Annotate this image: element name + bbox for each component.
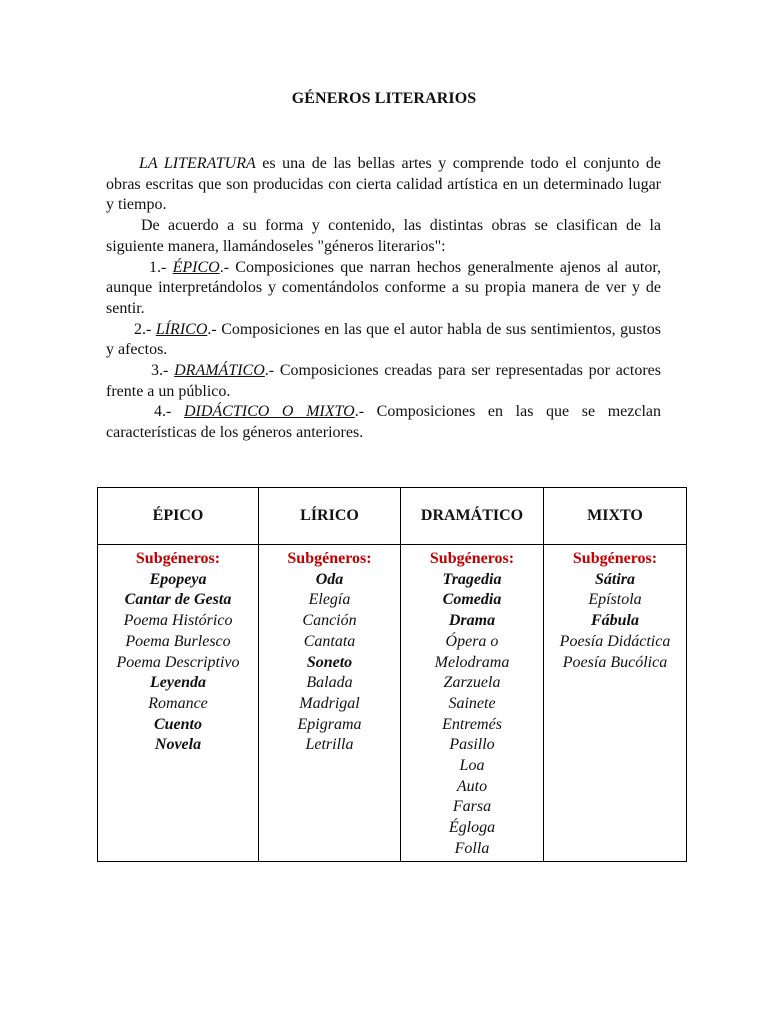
- subgenres-cell-dramatico: [401, 545, 544, 862]
- column-header-lirico: LÍRICO: [259, 488, 401, 545]
- subgenre-item: Fábula: [590, 612, 639, 630]
- page-title: GÉNEROS LITERARIOS: [291, 90, 477, 107]
- subgenre-item: Farsa: [452, 798, 492, 816]
- subgenre-item: Cantata: [303, 632, 356, 650]
- subgenre-item: Leyenda: [150, 674, 206, 692]
- subgenre-item: Zarzuela: [443, 674, 501, 692]
- subgenre-item: Pasillo: [449, 736, 495, 754]
- subgenre-item: Poema Burlesco: [125, 632, 231, 650]
- term-epico: ÉPICO: [172, 258, 220, 276]
- intro-text: [106, 154, 661, 444]
- paragraph-clasificacion-text: De acuerdo a su forma y contenido, las distintas obras se clasifican de la siguiente manera, llamándoseles "géneros literarios":: [106, 217, 661, 255]
- genres-table: [97, 487, 687, 862]
- subgenre-item: Soneto: [306, 653, 353, 671]
- item-number: 4.-: [154, 403, 184, 421]
- subgenre-item: Elegía: [308, 591, 351, 609]
- subgenre-item: Oda: [315, 570, 344, 588]
- column-header-epico: ÉPICO: [98, 488, 259, 545]
- subgenre-item: Melodrama: [434, 653, 510, 671]
- column-header-dramatico: DRAMÁTICO: [401, 488, 544, 545]
- paragraph-lirico: [106, 320, 661, 361]
- paragraph-lirico-text: Composiciones en las que el autor habla de sus sentimientos, gustos y afectos.: [106, 320, 662, 359]
- paragraph-mixto-text: Composiciones en las que se mezclan características de los géneros anteriores.: [106, 403, 662, 442]
- subgenre-item: Auto: [456, 777, 488, 795]
- paragraph-dramatico: [106, 361, 661, 402]
- subgenres-cell-lirico: [259, 545, 401, 862]
- term-literatura: LA LITERATURA: [139, 155, 256, 172]
- subgenre-item: Drama: [448, 612, 496, 630]
- term-dramatico: DRAMÁTICO: [174, 362, 265, 380]
- subgenre-item: Balada: [306, 674, 353, 692]
- term-separator: .-: [207, 320, 222, 338]
- subgenre-item: Novela: [154, 736, 202, 754]
- table-row: [98, 545, 687, 862]
- subgenre-item: Romance: [148, 694, 208, 712]
- subgenres-cell-epico: [98, 545, 259, 862]
- paragraph-epico-text: Composiciones que narran hechos generalmente ajenos al autor, aunque interpretándolos y comentándolos conforme a su propia manera de ver y de sentir.: [106, 258, 662, 317]
- paragraph-epico: [106, 258, 661, 320]
- subgenre-item: Epístola: [588, 591, 642, 609]
- term-lirico: LÍRICO: [155, 320, 208, 338]
- subgenre-item: Letrilla: [305, 736, 354, 754]
- subgenre-item: Epopeya: [149, 570, 207, 588]
- subgenre-item: Sainete: [448, 694, 496, 712]
- subgenres-label: Subgéneros:: [287, 550, 372, 567]
- subgenre-item: Poesía Bucólica: [562, 653, 668, 671]
- term-separator: .-: [354, 403, 377, 421]
- paragraph-dramatico-text: Composiciones creadas para ser representadas por actores frente a un público.: [106, 362, 662, 400]
- subgenre-item: Folla: [454, 839, 490, 857]
- subgenre-item: Loa: [459, 757, 485, 775]
- subgenre-item: Cantar de Gesta: [124, 591, 232, 609]
- term-separator: .-: [219, 258, 236, 276]
- subgenre-item: Poema Descriptivo: [116, 653, 240, 671]
- subgenre-item: Poesía Didáctica: [559, 632, 671, 650]
- table-header-row: [98, 488, 687, 545]
- item-number: 3.-: [151, 362, 175, 380]
- subgenres-label: Subgéneros:: [572, 550, 658, 567]
- subgenre-item: Entremés: [442, 715, 502, 733]
- subgenres-label: Subgéneros:: [135, 550, 221, 567]
- subgenre-item: Poema Histórico: [123, 612, 233, 630]
- subgenre-item: Sátira: [594, 570, 635, 588]
- item-number: 1.-: [149, 258, 173, 276]
- term-mixto: DIDÁCTICO O MIXTO: [183, 403, 355, 421]
- subgenre-item: Cuento: [153, 715, 202, 733]
- paragraph-mixto: [106, 402, 661, 443]
- paragraph-clasificacion: [106, 216, 661, 257]
- subgenre-item: Tragedia: [442, 570, 502, 588]
- subgenre-item: Comedia: [442, 591, 502, 609]
- subgenre-item: Epigrama: [297, 715, 362, 733]
- subgenres-label: Subgéneros:: [429, 550, 515, 567]
- subgenre-item: Canción: [302, 612, 357, 630]
- subgenre-item: Égloga: [448, 819, 496, 837]
- item-number: 2.-: [134, 320, 156, 338]
- subgenre-item: Madrigal: [299, 694, 360, 712]
- paragraph-literatura: [106, 154, 661, 216]
- subgenre-item: Ópera o: [445, 632, 499, 650]
- column-header-mixto: MIXTO: [544, 488, 687, 545]
- term-separator: .-: [264, 362, 280, 380]
- paragraph-literatura-text: es una de las bellas artes y comprende todo el conjunto de obras escritas que son producidas con cierta calidad artística en un determinado lugar y tiempo.: [106, 155, 662, 214]
- subgenres-cell-mixto: [544, 545, 687, 862]
